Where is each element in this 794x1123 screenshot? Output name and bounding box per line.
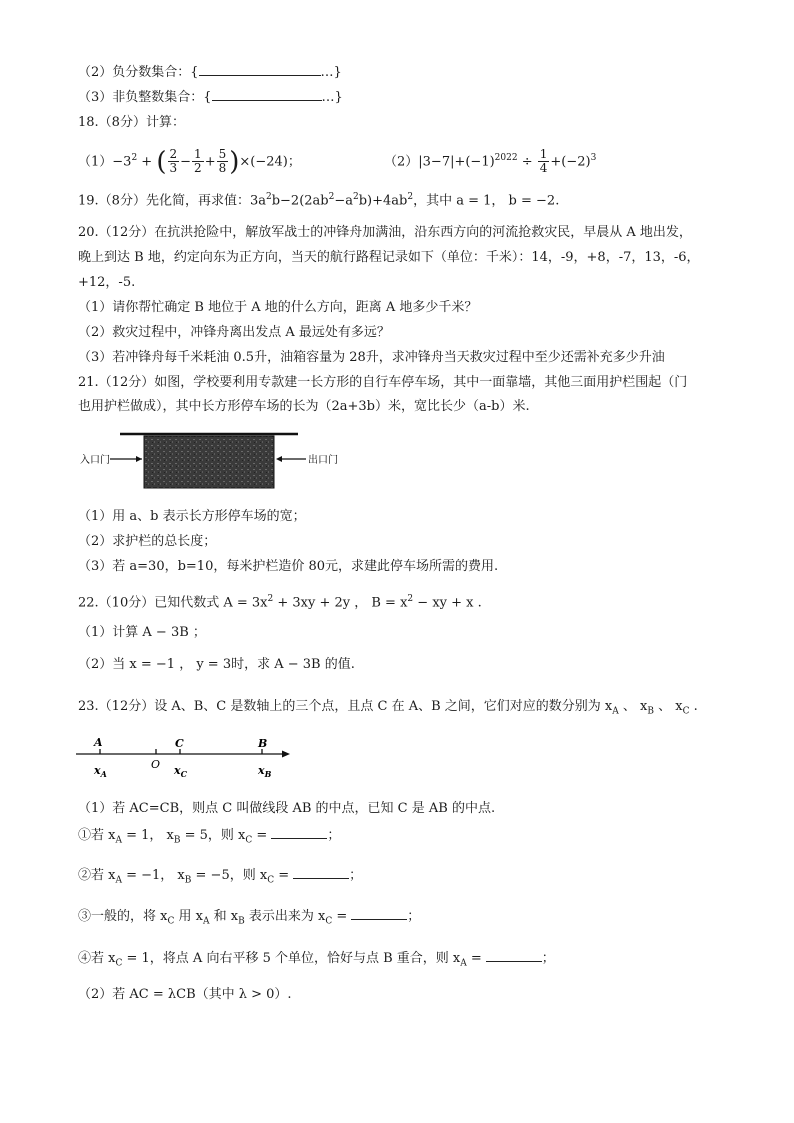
exit-arrowhead: [276, 456, 282, 462]
parking-lot-figure: [78, 426, 348, 492]
q20-sub-3: （3）若冲锋舟每千米耗油 0.5升，油箱容量为 28升，求冲锋舟当天救灾过程中至少还需补充多少升油: [78, 350, 665, 365]
answer-blank[interactable]: [293, 878, 349, 879]
xA-label: $x_A$: [94, 764, 107, 779]
q20-line-3: +12，-5.: [78, 275, 136, 290]
q21-sub-1: （1）用 a、b 表示长方形停车场的宽；: [78, 509, 306, 524]
fraction: $\frac{2}{3}$: [169, 147, 178, 176]
q20-sub-1: （1）请你帮忙确定 B 地位于 A 地的什么方向，距离 A 地多少千米？: [78, 300, 478, 315]
point-A-label: A: [94, 736, 103, 749]
answer-blank[interactable]: [486, 961, 542, 962]
xC-label: $x_C$: [174, 764, 187, 779]
q21-line-1: 21.（12分）如图，学校要利用专款建一长方形的自行车停车场，其中一面靠墙，其他三面用护栏围起（门: [78, 375, 688, 390]
q20-line-2: 晚上到达 B 地，约定向东为正方向，当天的航行路程记录如下（单位：千米）：14，-9，+8，-7，13，-6，: [78, 250, 700, 265]
entrance-label: 入口门: [80, 455, 110, 466]
origin-label: O: [151, 758, 161, 771]
q23-sub-1: （1）若 AC=CB，则点 C 叫做线段 AB 的中点，已知 C 是 AB 的中点.: [78, 801, 496, 816]
q22: 22.（10分）已知代数式 $A = 3x^2 + 3xy + 2y$ ， $B = x^2$ − xy + x .: [78, 594, 482, 611]
axis-arrowhead: [282, 751, 290, 758]
q23-case-3: ③一般的，将 $x_C$ 用 $x_A$ 和 $x_B$ 表示出来为 $x_C$ = ；: [78, 909, 421, 927]
q23-case-1: ①若 $x_A = 1$， $x_B = 5$，则 $x_C$ = ；: [78, 828, 341, 846]
fraction: $\frac{1}{2}$: [194, 147, 202, 176]
q18-header: 18.（8分）计算：: [78, 115, 185, 130]
number-line-figure: [72, 734, 294, 782]
q21-line-2: 也用护栏做成），其中长方形停车场的长为（2a+3b）米，宽比长少（a-b）米.: [78, 399, 530, 414]
q22-sub-1: （1）计算 A − 3B ；: [78, 625, 206, 640]
entrance-arrowhead: [136, 456, 142, 462]
q23-case-2: ②若 $x_A = -1$， $x_B = -5$，则 $x_C$ = ；: [78, 868, 363, 886]
q21-sub-3: （3）若 a=30，b=10，每米护栏造价 80元，求建此停车场所需的费用.: [78, 559, 499, 574]
answer-blank[interactable]: [271, 838, 327, 839]
point-C-label: C: [175, 737, 184, 750]
answer-blank[interactable]: [199, 75, 321, 76]
number-line: [72, 734, 294, 782]
q23-case-4: ④若 $x_C = 1$，将点 A 向右平移 5 个单位，恰好与点 B 重合，则 $x_A$ = ；: [78, 951, 555, 969]
q17-item-3: （3）非负整数集合：{ …}: [78, 90, 343, 105]
answer-blank[interactable]: [212, 100, 322, 101]
parking-lot-diagram: [78, 426, 348, 492]
q17-item-2: （2）负分数集合：{ …}: [78, 65, 342, 80]
answer-blank[interactable]: [351, 919, 407, 920]
fraction: $\frac{5}{8}$: [218, 147, 227, 176]
q19: 19.（8分）先化简，再求值：$3a^2b-2(2ab^2-a^2b)+4ab^2$，其中 a = 1， b = −2.: [78, 192, 560, 209]
q23-line-1: 23.（12分）设 A、B、C 是数轴上的三个点，且点 C 在 A、B 之间，它们对应的数分别为 $x_A$ 、 $x_B$ 、 $x_C$ .: [78, 699, 698, 717]
q20-line-1: 20.（12分）在抗洪抢险中，解放军战士的冲锋舟加满油，沿东西方向的河流抢救灾民，早晨从 A 地出发，: [78, 225, 692, 240]
fraction: $\frac{1}{4}$: [539, 147, 548, 176]
q21-sub-2: （2）求护栏的总长度；: [78, 534, 217, 549]
xB-label: $x_B$: [258, 764, 272, 779]
q22-sub-2: （2）当 x = −1 ， y = 3时，求 A − 3B 的值.: [78, 657, 355, 672]
parking-lot-rect: [144, 436, 274, 488]
q18-part-2: $(2)|3-7|+(-1)^{2022}$ ÷ $\frac{1}{4}$ $+(-2)^3$: [384, 147, 597, 176]
q20-sub-2: （2）救灾过程中，冲锋舟离出发点 A 最远处有多远？: [78, 325, 390, 340]
q23-sub-2: （2）若 AC = λCB（其中 λ > 0）.: [78, 987, 292, 1002]
exit-label: 出口门: [308, 455, 338, 466]
point-B-label: B: [258, 737, 268, 750]
q18-part-1: $(1)-3^2$ + ( $\frac{2}{3}$ − $\frac{1}{2}$ + $\frac{5}{8}$ )×(−24)；: [78, 146, 301, 177]
